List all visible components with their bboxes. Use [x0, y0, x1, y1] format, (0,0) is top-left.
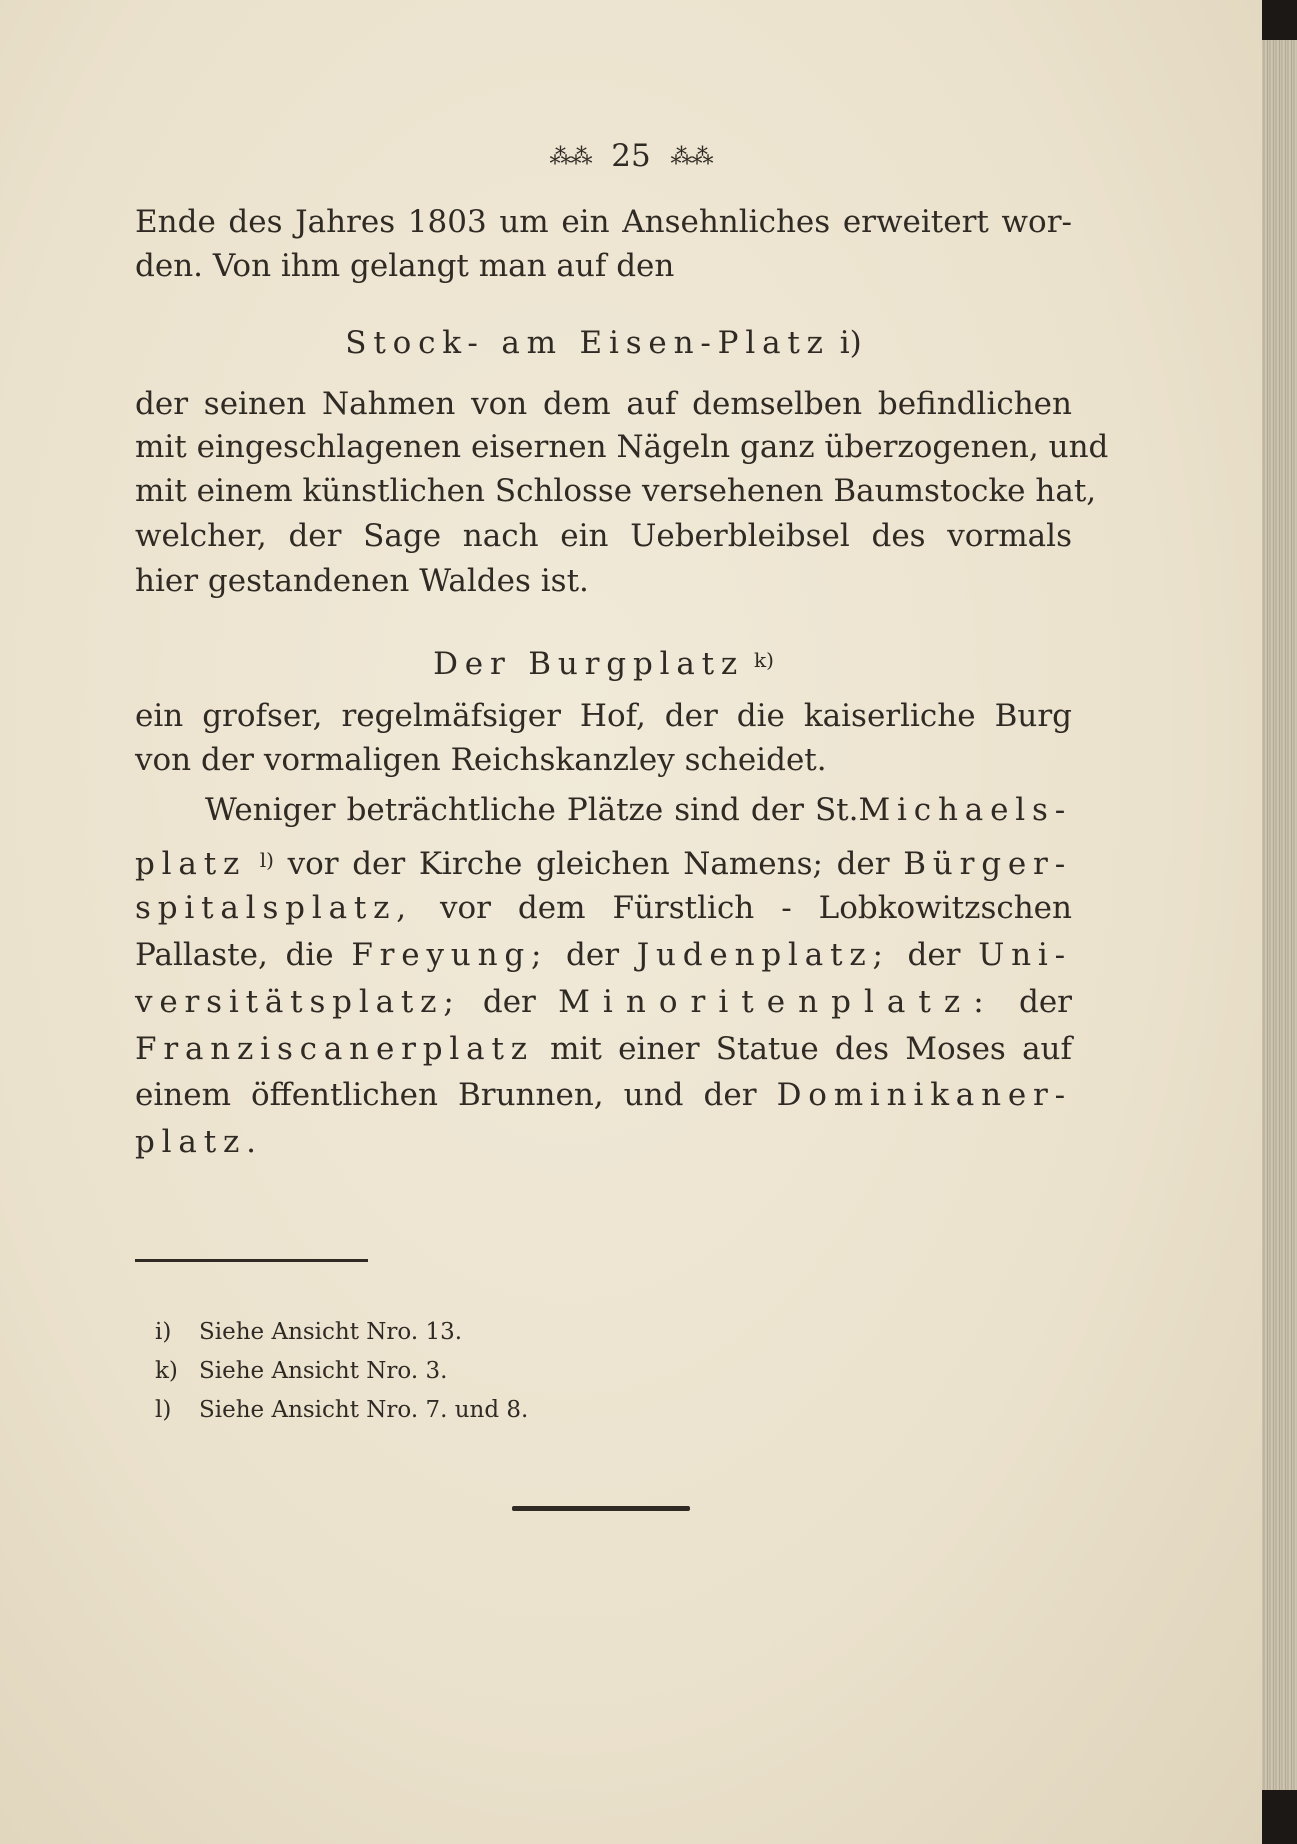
footnote-reference: l) [259, 848, 274, 872]
place-name: Michaels- [858, 792, 1072, 828]
end-rule [512, 1506, 690, 1511]
page-header [0, 138, 1262, 174]
text-line: der seinen Nahmen von dem auf demselben befindlichen [135, 386, 1072, 422]
footnote-text: Siehe Ansicht Nro. 3. [199, 1358, 448, 1384]
text-line [135, 888, 1072, 928]
text-run: einem öffentlichen Brunnen, und der [135, 1077, 757, 1113]
footnote-key: k) [155, 1358, 178, 1384]
section-heading [135, 640, 1072, 684]
text-line [135, 1029, 1072, 1069]
text-line [135, 790, 1072, 830]
place-name: Dominikaner- [776, 1077, 1072, 1113]
place-name: Freyung; [351, 937, 549, 973]
section-heading [135, 323, 1072, 363]
footnote [155, 1395, 528, 1425]
header-ornament-right: ⁂⁂ [670, 145, 713, 170]
text-line: mit eingeschlagenen eisernen Nägeln ganz überzogenen, und [135, 429, 1109, 465]
text-run: der [482, 984, 536, 1020]
text-line: Ende des Jahres 1803 um ein Ansehnliches erweitert wor- [135, 204, 1072, 240]
text-run: der [566, 937, 620, 973]
place-name: platz. [135, 1124, 263, 1160]
place-name: spitalsplatz, [135, 890, 413, 926]
footnote [155, 1356, 447, 1386]
place-name: Franziscanerplatz [135, 1031, 534, 1067]
text-run: der [1018, 984, 1072, 1020]
footnote-text: Siehe Ansicht Nro. 13. [199, 1319, 463, 1345]
place-name: Bürger- [903, 846, 1072, 882]
footnote-separator [135, 1259, 368, 1262]
place-name: Uni- [978, 937, 1072, 973]
page-stack-edge [1262, 0, 1297, 1844]
place-name: versitätsplatz; [135, 984, 461, 1020]
text-run: vor dem Fürstlich - Lobkowitzschen [439, 890, 1072, 926]
text-line [135, 1122, 1072, 1162]
text-line: welcher, der Sage nach ein Ueberbleibsel des vormals [135, 518, 1072, 554]
page-number: 25 [611, 138, 651, 174]
header-ornament-left: ⁂⁂ [549, 145, 592, 170]
footnote-text: Siehe Ansicht Nro. 7. und 8. [199, 1397, 529, 1423]
text-line [135, 840, 1072, 884]
footnote-key: l) [155, 1397, 172, 1423]
text-line [135, 1075, 1072, 1115]
text-run: Pallaste, die [135, 937, 334, 973]
text-line: hier gestandenen Waldes ist. [135, 563, 589, 599]
scan-background [1262, 1790, 1297, 1844]
text-line: ein grofser, regelmäfsiger Hof, der die kaiserliche Burg [135, 698, 1072, 734]
text-line: mit einem künstlichen Schlosse versehenen Baumstocke hat, [135, 473, 1097, 509]
footnote-key: i) [155, 1319, 172, 1345]
text-line [135, 935, 1072, 975]
text-line: den. Von ihm gelangt man auf den [135, 248, 675, 284]
text-run: vor der Kirche gleichen Namens; der [287, 846, 890, 882]
scan-background [1262, 0, 1297, 40]
heading-text: Der Burgplatz [433, 646, 745, 682]
footnote-reference: k) [753, 648, 774, 672]
place-name: Judenplatz; [636, 937, 890, 973]
footnote [155, 1317, 462, 1347]
text-line [135, 982, 1072, 1022]
heading-text: Stock- am Eisen-Platz [345, 325, 830, 361]
place-name: Minoritenplatz: [558, 984, 997, 1020]
place-name: platz [135, 846, 247, 882]
text-run: mit einer Statue des Moses auf [550, 1031, 1072, 1067]
text-run: Weniger beträchtliche Plätze sind der St. [205, 792, 859, 828]
text-run: der [907, 937, 961, 973]
text-line: von der vormaligen Reichskanzley scheidet. [135, 742, 827, 778]
footnote-reference: i) [839, 325, 862, 361]
